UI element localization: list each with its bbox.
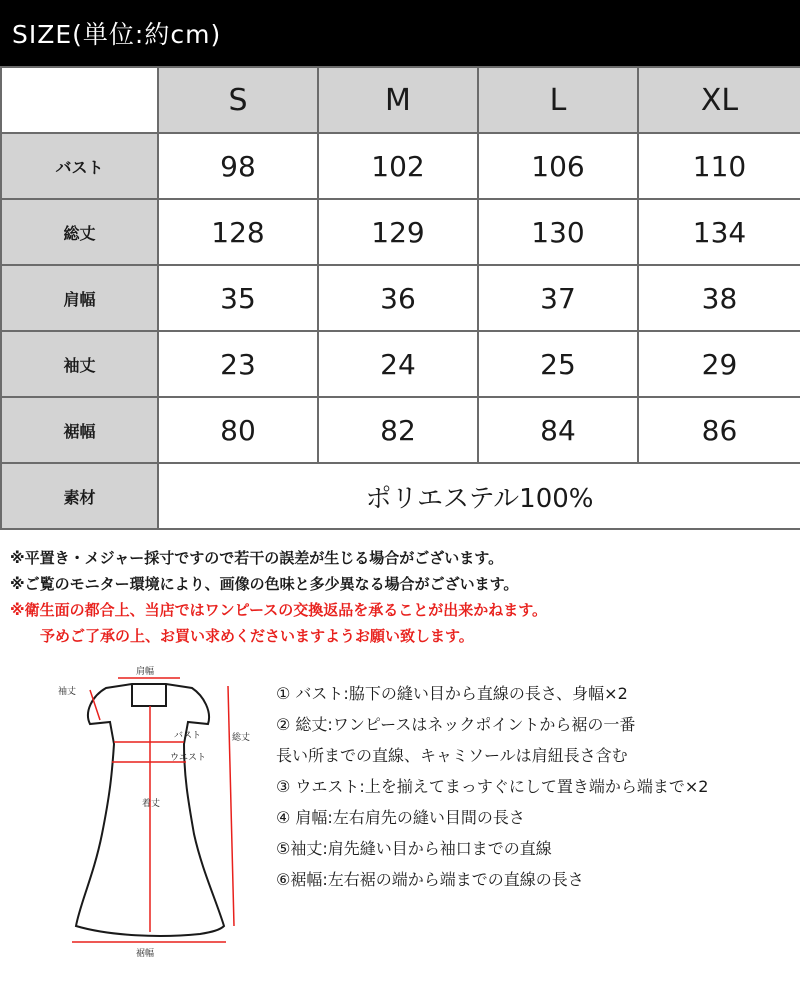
table-cell: 23 <box>158 331 318 397</box>
table-cell: 80 <box>158 397 318 463</box>
dress-diagram <box>50 664 270 984</box>
legend-item-total-length-cont: 長い所までの直線、キャミソールは肩紐長さ含む <box>276 746 628 765</box>
row-label-total-length: 総丈 <box>1 199 158 265</box>
table-cell: 29 <box>638 331 800 397</box>
legend-item-shoulder: ④ 肩幅:左右肩先の縫い目間の長さ <box>276 808 525 827</box>
size-header-s: S <box>158 67 318 133</box>
size-header-row <box>1 67 800 133</box>
row-label-sleeve: 袖丈 <box>1 331 158 397</box>
table-cell: 110 <box>638 133 800 199</box>
table-cell: 106 <box>478 133 638 199</box>
table-cell: 35 <box>158 265 318 331</box>
row-label-hem: 裾幅 <box>1 397 158 463</box>
row-label-shoulder: 肩幅 <box>1 265 158 331</box>
table-cell: 36 <box>318 265 478 331</box>
shoulder-label: 肩幅 <box>136 667 155 677</box>
table-cell: 102 <box>318 133 478 199</box>
table-cell: 84 <box>478 397 638 463</box>
legend-item-hem: ⑥裾幅:左右裾の端から端までの直線の長さ <box>276 870 584 889</box>
table-cell: 130 <box>478 199 638 265</box>
note-acknowledge: 予めご了承の上、お買い求めくださいますようお願い致します。 <box>40 627 474 645</box>
notes-section <box>10 545 790 649</box>
table-row <box>1 265 800 331</box>
note-measurement: ※平置き・メジャー採寸ですので若干の誤差が生じる場合がございます。 <box>10 549 504 567</box>
table-cell: 38 <box>638 265 800 331</box>
legend-item-total-length: ② 総丈:ワンピースはネックポイントから裾の一番 <box>276 715 636 734</box>
material-value: ポリエステル100% <box>158 463 800 529</box>
table-cell: 82 <box>318 397 478 463</box>
dress-outline-illustration <box>50 664 270 984</box>
size-title-bar <box>0 0 800 66</box>
corner-cell <box>1 67 158 133</box>
legend-item-bust: ① バスト:脇下の縫い目から直線の長さ、身幅×2 <box>276 684 628 703</box>
note-no-returns: ※衛生面の都合上、当店ではワンピースの交換返品を承ることが出来かねます。 <box>10 601 548 619</box>
row-label-material: 素材 <box>1 463 158 529</box>
table-row <box>1 397 800 463</box>
legend-item-sleeve: ⑤袖丈:肩先縫い目から袖口までの直線 <box>276 839 552 858</box>
table-row <box>1 133 800 199</box>
legend-item-waist: ③ ウエスト:上を揃えてまっすぐにして置き端から端まで×2 <box>276 777 709 796</box>
table-cell: 86 <box>638 397 800 463</box>
table-cell: 128 <box>158 199 318 265</box>
total-length-label: 総丈 <box>232 733 251 743</box>
table-cell: 25 <box>478 331 638 397</box>
note-monitor: ※ご覧のモニター環境により、画像の色味と多少異なる場合がございます。 <box>10 575 519 593</box>
total-length-measure-line <box>228 686 234 926</box>
waist-label: ウエスト <box>170 753 207 763</box>
table-cell: 24 <box>318 331 478 397</box>
table-row <box>1 331 800 397</box>
table-row <box>1 199 800 265</box>
page-title: SIZE(単位:約cm) <box>12 20 222 49</box>
hem-label: 裾幅 <box>136 949 155 959</box>
size-header-xl: XL <box>638 67 800 133</box>
table-cell: 129 <box>318 199 478 265</box>
size-header-l: L <box>478 67 638 133</box>
sleeve-label: 袖丈 <box>58 687 77 697</box>
table-cell: 134 <box>638 199 800 265</box>
size-header-m: M <box>318 67 478 133</box>
table-cell: 37 <box>478 265 638 331</box>
bust-label: バスト <box>174 731 202 741</box>
row-label-bust: バスト <box>1 133 158 199</box>
body-length-label: 着丈 <box>142 799 161 809</box>
measurement-legend <box>276 678 796 895</box>
material-row <box>1 463 800 529</box>
size-table <box>0 66 800 530</box>
table-cell: 98 <box>158 133 318 199</box>
